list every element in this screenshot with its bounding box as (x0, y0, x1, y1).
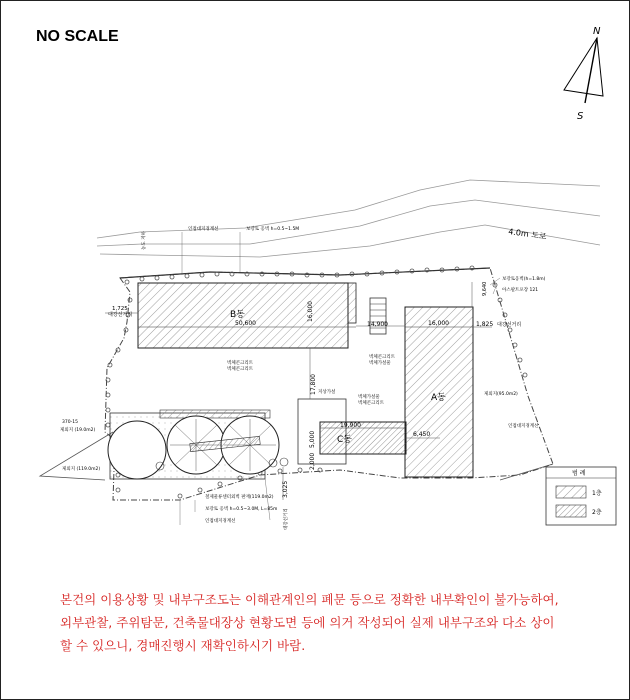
building-b (138, 283, 356, 348)
bottom-vertical-label: 대강선거리 (284, 508, 289, 530)
right-gap: 1,825 (476, 321, 494, 328)
mid-b-label-2: 벽체콘크리트 (227, 367, 254, 372)
left-lot-number: 370-15 (62, 420, 78, 425)
c-right-label-1: 벽체가설물 (358, 395, 380, 400)
mid-b-label-1: 벽체콘크리트 (227, 361, 254, 366)
mid-a-label-1: 벽체콘크리트 (369, 355, 396, 360)
north-arrow (564, 26, 603, 122)
top-right-label-2: 아스팔트포장 121 (502, 288, 539, 293)
building-a-width: 16,000 (428, 320, 449, 327)
bottom-label-1: 철제물류센터외벽 판재(119.0m2) (205, 495, 274, 500)
building-b-width: 16,000 (307, 301, 314, 322)
disclaimer-note (60, 588, 590, 657)
building-c-label: C동 (337, 435, 352, 445)
top-right-dim: 9,640 (482, 281, 488, 296)
legend-floor2: 2층 (592, 509, 602, 516)
legend-swatch-floor2 (556, 505, 586, 517)
north-letter: N (593, 26, 601, 37)
bottom-label-3: 인접대지경계선 (205, 519, 236, 524)
building-a-label: A동 (431, 393, 446, 403)
c-top-label: 지상가설 (318, 390, 336, 395)
legend-floor1: 1층 (592, 490, 602, 497)
bottom-left-lot: 제외지 (119.0m2) (62, 467, 101, 472)
tanks (108, 410, 288, 479)
top-wall-label: 보강토 옹벽 h=0.5~1.5M (246, 227, 300, 232)
legend-title: 범 례 (572, 470, 586, 477)
bottom-label-2: 보강토 옹벽 h=0.5~3.0M, L=85m (205, 507, 278, 512)
south-letter: S (577, 111, 584, 122)
c-side: 6,450 (413, 431, 431, 438)
note-line-1: 본건의 이용상황 및 내부구조도는 이해관계인의 폐문 등으로 정확한 내부확인이 불가능하여, (60, 592, 559, 607)
note-line-2: 외부관찰, 주위탐문, 건축물대장상 현황도면 등에 의거 작성되어 실제 내부구조와 다소 상이 (60, 615, 555, 630)
note-line-3: 할 수 있으니, 경매진행시 재확인하시기 바람. (60, 638, 306, 653)
scale-label: NO SCALE (36, 28, 119, 45)
right-lot: 제외지(95.0m2) (484, 392, 518, 397)
building-c-width: 5,000 (309, 430, 316, 448)
gap-ab: 14,900 (367, 321, 388, 328)
left-dist-label: 대강선거리 (108, 312, 133, 318)
top-right-label-1: 보강토옹벽(h=1.8m) (502, 277, 546, 282)
left-vertical-label: 농도 지하 (142, 231, 147, 250)
left-gap: 1,725 (112, 306, 128, 312)
road-label: 4.0m 도로 (507, 227, 548, 242)
legend-swatch-floor1 (556, 486, 586, 498)
bottom-vertical: 3,025 (282, 480, 289, 498)
vertical-mid: 17,800 (310, 374, 317, 395)
top-boundary-label: 인접대지경계선 (188, 227, 219, 232)
c-right-label-2: 벽체콘크리트 (358, 401, 385, 406)
mid-a-label-2: 벽체가설물 (369, 361, 391, 366)
building-b-length: 50,600 (235, 320, 256, 327)
c-bottom: 2,000 (309, 452, 316, 470)
right-dist-label: 대강선거리 (497, 322, 522, 328)
legend (546, 467, 616, 525)
building-a (405, 307, 473, 477)
building-b-label: B동 (230, 310, 245, 320)
building-c-length: 19,900 (340, 422, 361, 429)
right-boundary-label: 인접대지경계선 (508, 424, 539, 429)
left-lot-area: 제외지 (19.0m2) (60, 428, 96, 433)
road (97, 180, 600, 257)
